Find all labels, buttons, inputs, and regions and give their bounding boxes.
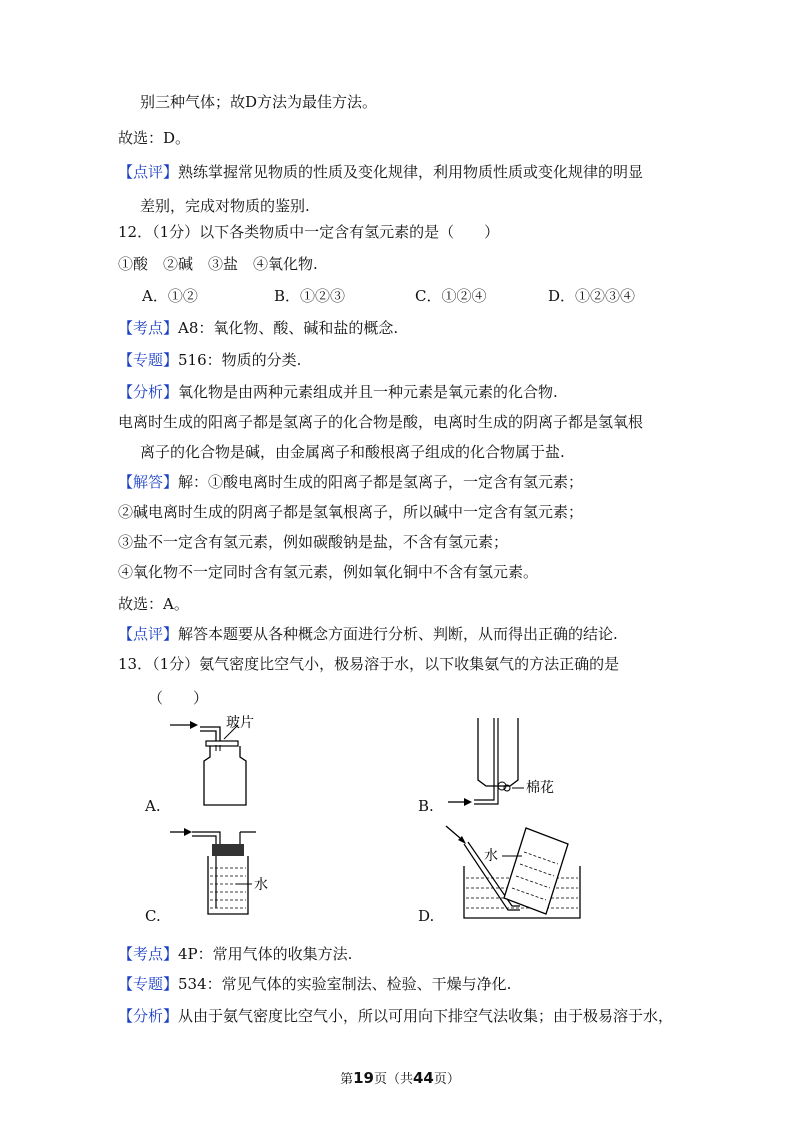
option-d: D．①②③④ [548,287,636,305]
kaodian-line [118,318,398,338]
page-total: 44 [413,1069,434,1087]
text: 解答本题要从各种概念方面进行分析、判断，从而得出正确的结论. [178,625,618,643]
section-tag: 【分析】 [118,1007,179,1025]
dianping-line [118,624,618,644]
kaodian-13-line [118,944,352,964]
section-tag: 【专题】 [118,975,179,993]
figure-c-apparatus [160,818,290,928]
figure-d-note: 水 [484,848,498,864]
figure-d-apparatus [440,818,590,930]
section-tag: 【专题】 [118,351,179,369]
question-12-items: ①酸 ②碱 ③盐 ④氧化物. [118,255,318,273]
question-13-paren: （ ） [148,689,209,707]
section-tag: 【考点】 [118,945,179,963]
zhuanti-line [118,350,301,370]
text: A8：氧化物、酸、碱和盐的概念. [178,319,399,337]
section-tag: 【解答】 [118,473,179,491]
text: 熟练掌握常见物质的性质及变化规律，利用物质性质或变化规律的明显 [178,163,644,181]
text-line: 离子的化合物是碱，由金属离子和酸根离子组成的化合物属于盐. [140,443,565,461]
stopper [212,844,244,856]
gas-bottle [204,746,246,805]
comment-line [118,162,643,182]
text: 解：①酸电离时生成的阳离子都是氢离子，一定含有氢元素； [178,473,584,491]
figure-b-note: 棉花 [526,780,554,796]
inverted-cylinder [504,828,568,914]
section-tag: 【考点】 [118,319,179,337]
arrow-icon [446,826,460,838]
question-12: 12．（1分）以下各类物质中一定含有氢元素的是（ ） [118,223,500,241]
section-tag: 【点评】 [118,625,179,643]
text-line: 别三种气体；故D方法为最佳方法。 [140,93,378,111]
text-line: ③盐不一定含有氢元素，例如碳酸钠是盐，不含有氢元素； [118,533,509,551]
text-line: ④氧化物不一定同时含有氢元素，例如氧化铜中不含有氢元素。 [118,563,539,581]
zhuanti-13-line [118,974,511,994]
figure-b-label: B. [418,797,434,815]
figure-a-apparatus [160,715,290,815]
option-c: C．①②④ [415,287,487,305]
page-number: 19 [353,1069,374,1087]
fenxi-line [118,382,558,402]
footer-suffix: 页） [433,1072,460,1087]
fenxi-13-line [118,1006,673,1026]
figure-c-label: C. [145,907,161,925]
text: 氧化物是由两种元素组成并且一种元素是氧元素的化合物. [178,383,558,401]
text: 从由于氨气密度比空气小，所以可用向下排空气法收集；由于极易溶于水， [178,1007,674,1025]
gas-bottle [208,856,248,914]
glass-plate [206,741,238,746]
section-tag: 【点评】 [118,163,179,181]
text-line: 电离时生成的阳离子都是氢离子的化合物是酸，电离时生成的阴离子都是氢氧根 [118,413,644,431]
text: 534：常见气体的实验室制法、检验、干燥与净化. [178,975,512,993]
option-a: A．①② [142,287,198,305]
section-tag: 【分析】 [118,383,179,401]
text: 4P：常用气体的收集方法. [178,945,353,963]
text: 516：物质的分类. [178,351,302,369]
page-footer [0,1068,800,1087]
answer-line: 故选：A。 [118,595,189,613]
text-line: 差别，完成对物质的鉴别. [140,197,310,215]
footer-prefix: 第 [340,1072,354,1087]
figure-a-note: 玻片 [226,715,254,731]
option-b: B．①②③ [274,287,346,305]
text-line: ②碱电离时生成的阴离子都是氢氧根离子，所以碱中一定含有氢元素； [118,503,584,521]
jieda-line [118,472,583,492]
figure-d-label: D. [418,907,435,925]
question-13: 13．（1分）氨气密度比空气小，极易溶于水，以下收集氨气的方法正确的是 [118,655,620,673]
figure-a-label: A. [145,797,161,815]
figure-c-note: 水 [254,877,268,893]
text-line: 故选：D。 [118,129,191,147]
figure-b-apparatus [440,712,570,822]
footer-mid: 页（共 [373,1072,413,1087]
